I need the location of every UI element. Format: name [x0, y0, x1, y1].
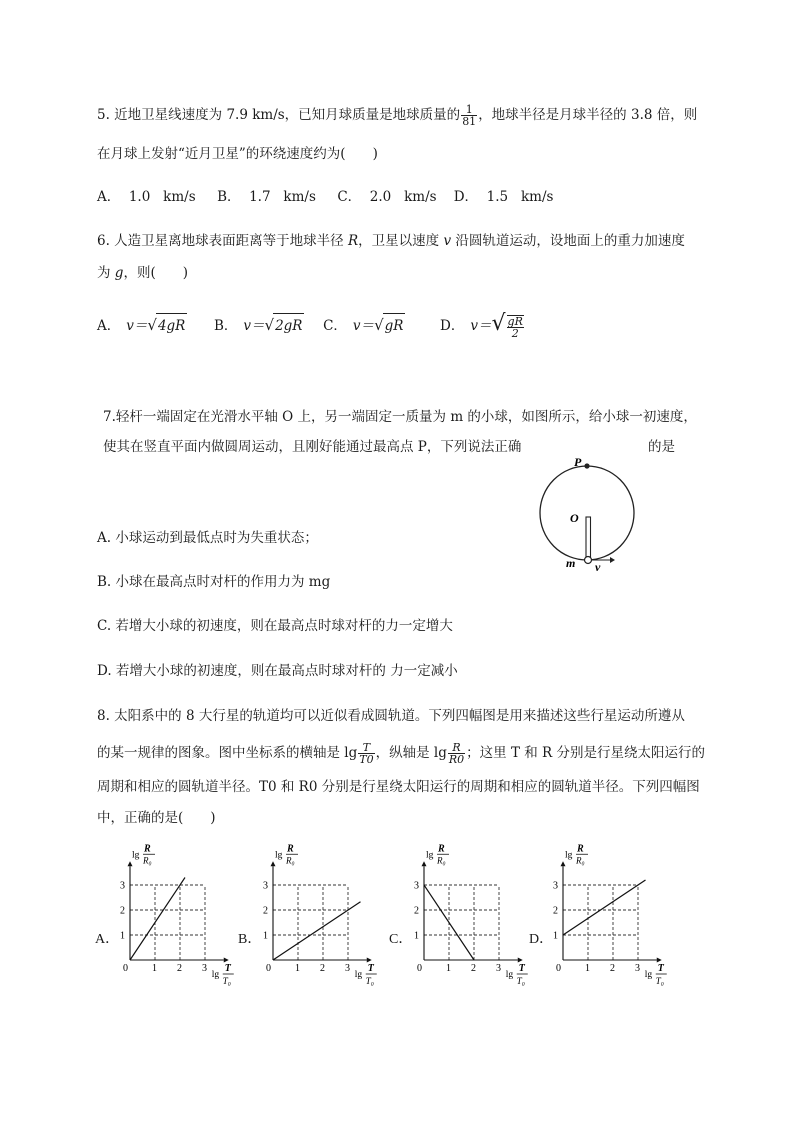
y-axis-label-num: R: [577, 843, 584, 855]
y-tick-2: 2: [263, 905, 268, 917]
light-rod: [586, 517, 591, 558]
y-tick-2: 2: [414, 905, 419, 917]
x-tick-2: 2: [320, 963, 325, 974]
y-axis-label-den: R₀: [143, 855, 152, 866]
y-axis-label-num: R: [287, 843, 294, 855]
q7-option-c: C. 若增大小球的初速度，则在最高点时球对杆的力一定增大: [97, 618, 453, 634]
y-tick-3: 3: [263, 880, 268, 892]
x-axis-label-num: T: [518, 963, 525, 974]
y-axis-label-num: R: [438, 843, 445, 855]
x-axis-label-den: T₀: [365, 976, 374, 986]
label-m: m: [566, 556, 576, 570]
label-p: P: [574, 455, 582, 469]
q8-line2: 的某一规律的图象。图中坐标系的横轴是 lg $\frac{T}{T0}$ ，纵轴是 lg $\frac{R}{R0}$ ；这里 T 和 R 分别是行星绕太阳运行的: [97, 741, 705, 766]
y-arrowhead: [422, 861, 427, 866]
label-v: v: [595, 560, 601, 574]
ball: [585, 557, 592, 564]
graph-label-d: D．: [529, 932, 554, 947]
q6-option-c: C． v＝√gR: [323, 318, 405, 334]
x-tick-3: 3: [496, 963, 501, 974]
x-tick-0: 0: [556, 963, 561, 974]
y-axis-label-lg: lg: [426, 850, 434, 861]
q7-line1: 7.轻杆一端固定在光滑水平轴 O 上，另一端固定一质量为 m 的小球，如图所示，给小球一初速度，: [103, 409, 697, 425]
q7-circle-figure: [530, 455, 650, 580]
q6-line2: 为 g，则( ): [97, 265, 188, 281]
q7-line2: 使其在竖直平面内做圆周运动，且刚好能通过最高点 P，下列说法正确 的是: [103, 439, 675, 455]
y-axis-label-den: R₀: [576, 855, 585, 866]
y-axis-label-num: R: [144, 843, 151, 855]
q7-option-a: A. 小球运动到最低点时为失重状态；: [97, 530, 318, 546]
x-tick-0: 0: [123, 963, 128, 974]
q5-line1: [97, 104, 697, 127]
q5-text-a: 5. 近地卫星线速度为 7.9 km/s，已知月球质量是地球质量的: [97, 107, 461, 123]
q6-option-d: D． v＝√ $\frac{gR}{2}$: [440, 311, 523, 340]
x-tick-3: 3: [345, 963, 350, 974]
y-axis-label-lg: lg: [275, 850, 283, 861]
q6-line1: 6. 人造卫星离地球表面距离等于地球半径 R，卫星以速度 v 沿圆轨道运动，设地面上的重力加速度: [97, 233, 685, 249]
y-axis-label-den: R₀: [437, 855, 446, 866]
graph-label-c: C．: [389, 932, 413, 947]
y-arrowhead: [271, 861, 276, 866]
y-tick-3: 3: [120, 880, 125, 892]
point-p-dot: [584, 463, 589, 468]
x-tick-2: 2: [177, 963, 182, 974]
q8-line1: 8. 太阳系中的 8 大行星的轨道均可以近似看成圆轨道。下列四幅图是用来描述这些行星运动所遵从: [97, 708, 685, 724]
y-tick-1: 1: [120, 930, 125, 942]
q5-text-b: ，地球半径是月球半径的 3.8 倍，则: [478, 107, 698, 123]
q7-option-d: D. 若增大小球的初速度，则在最高点时球对杆的 力一定减小: [97, 663, 458, 679]
data-line-b: [273, 902, 361, 960]
x-tick-3: 3: [635, 963, 640, 974]
x-axis-label-num: T: [224, 963, 231, 974]
x-arrowhead: [224, 958, 229, 963]
q5-options: A． 1.0 km/s B． 1.7 km/s C． 2.0 km/s D． 1.5 km/s: [97, 189, 554, 205]
graph-label-b: B．: [238, 932, 262, 947]
x-axis-label-lg: lg: [505, 970, 514, 980]
q5-fraction: $\frac{1}{81}$: [462, 103, 477, 128]
q6-option-b: B． v＝√2gR: [214, 318, 305, 334]
x-arrowhead: [367, 958, 372, 963]
y-tick-1: 1: [553, 930, 558, 942]
x-tick-0: 0: [417, 963, 422, 974]
y-axis-label-den: R₀: [286, 855, 295, 866]
x-axis-label-lg: lg: [644, 970, 653, 980]
x-tick-1: 1: [585, 963, 590, 974]
q7-option-b: B. 小球在最高点时对杆的作用力为 mg: [97, 574, 331, 590]
q6-options: [97, 312, 525, 339]
y-axis-label-lg: lg: [565, 850, 573, 861]
y-tick-3: 3: [414, 880, 419, 892]
velocity-arrowhead: [610, 557, 615, 563]
q8-line4: 中，正确的是( ): [97, 810, 216, 826]
y-arrowhead: [561, 861, 566, 866]
x-tick-1: 1: [295, 963, 300, 974]
x-tick-1: 1: [446, 963, 451, 974]
x-axis-label-num: T: [367, 963, 374, 974]
y-arrowhead: [128, 861, 133, 866]
x-axis-label-den: T₀: [222, 976, 231, 986]
x-axis-label-den: T₀: [516, 976, 525, 986]
x-arrowhead: [657, 958, 662, 963]
x-tick-1: 1: [152, 963, 157, 974]
x-tick-2: 2: [471, 963, 476, 974]
x-tick-2: 2: [610, 963, 615, 974]
y-axis-label-lg: lg: [132, 850, 140, 861]
graph-label-a: A．: [95, 932, 120, 947]
x-axis-label-lg: lg: [211, 970, 220, 980]
x-axis-label-num: T: [657, 963, 664, 974]
data-line-c: [424, 885, 474, 960]
x-axis-label-lg: lg: [354, 970, 363, 980]
x-tick-0: 0: [266, 963, 271, 974]
q6-option-a: A． v＝√4gR: [97, 318, 187, 334]
label-o: O: [570, 511, 579, 525]
data-line-a: [130, 878, 185, 961]
x-arrowhead: [518, 958, 523, 963]
x-axis-label-den: T₀: [655, 976, 664, 986]
y-tick-3: 3: [553, 880, 558, 892]
data-line-d: [563, 880, 646, 935]
x-tick-3: 3: [202, 963, 207, 974]
y-tick-2: 2: [120, 905, 125, 917]
y-tick-1: 1: [414, 930, 419, 942]
q5-line2: 在月球上发射“近月卫星”的环绕速度约为( ): [97, 146, 378, 162]
y-tick-2: 2: [553, 905, 558, 917]
y-tick-1: 1: [263, 930, 268, 942]
q8-line3: 周期和相应的圆轨道半径。T0 和 R0 分别是行星绕太阳运行的周期和相应的圆轨道半径。下列四幅图: [97, 779, 700, 795]
